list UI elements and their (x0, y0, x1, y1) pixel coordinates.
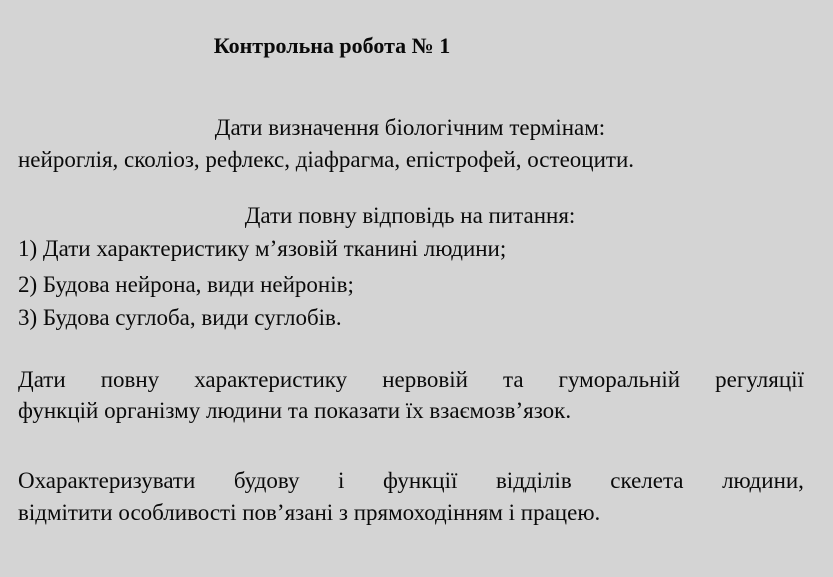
task3-word: повну (100, 367, 160, 392)
task2-question-3: 3) Будова суглоба, види суглобів. (18, 305, 342, 330)
task4-word: відділів (495, 468, 572, 493)
task1-heading: Дати визначення біологічним термінам: (214, 115, 606, 140)
task4-word: функції (382, 468, 458, 493)
document-title: Контрольна робота № 1 (213, 33, 451, 58)
task4-word: Охарактеризувати (18, 468, 196, 493)
task3-word: гуморальній (558, 367, 681, 392)
task4-line-2: відмітити особливості пов’язані з прямоходінням і працею. (18, 500, 601, 525)
task4-line-1 (18, 466, 804, 496)
task3-word: та (502, 367, 524, 392)
task3-line-1 (18, 365, 804, 395)
task1-terms: нейроглія, сколіоз, рефлекс, діафрагма, епістрофей, остеоцити. (18, 147, 635, 172)
task2-heading: Дати повну відповідь на питання: (244, 203, 576, 228)
task4-word: скелета (610, 468, 684, 493)
task2-question-1: 1) Дати характеристику м’язовій тканині людини; (18, 236, 507, 261)
task3-word: Дати (18, 367, 66, 392)
task3-word: характеристику (194, 367, 348, 392)
task3-word: нервовій (382, 367, 468, 392)
task4-word: і (338, 468, 345, 493)
task3-word: регуляції (715, 367, 804, 392)
task2-question-2: 2) Будова нейрона, види нейронів; (18, 272, 354, 297)
task3-line-2: функцій організму людини та показати їх взаємозв’язок. (18, 398, 572, 423)
task4-word: людини, (722, 468, 804, 493)
task4-word: будову (233, 468, 300, 493)
